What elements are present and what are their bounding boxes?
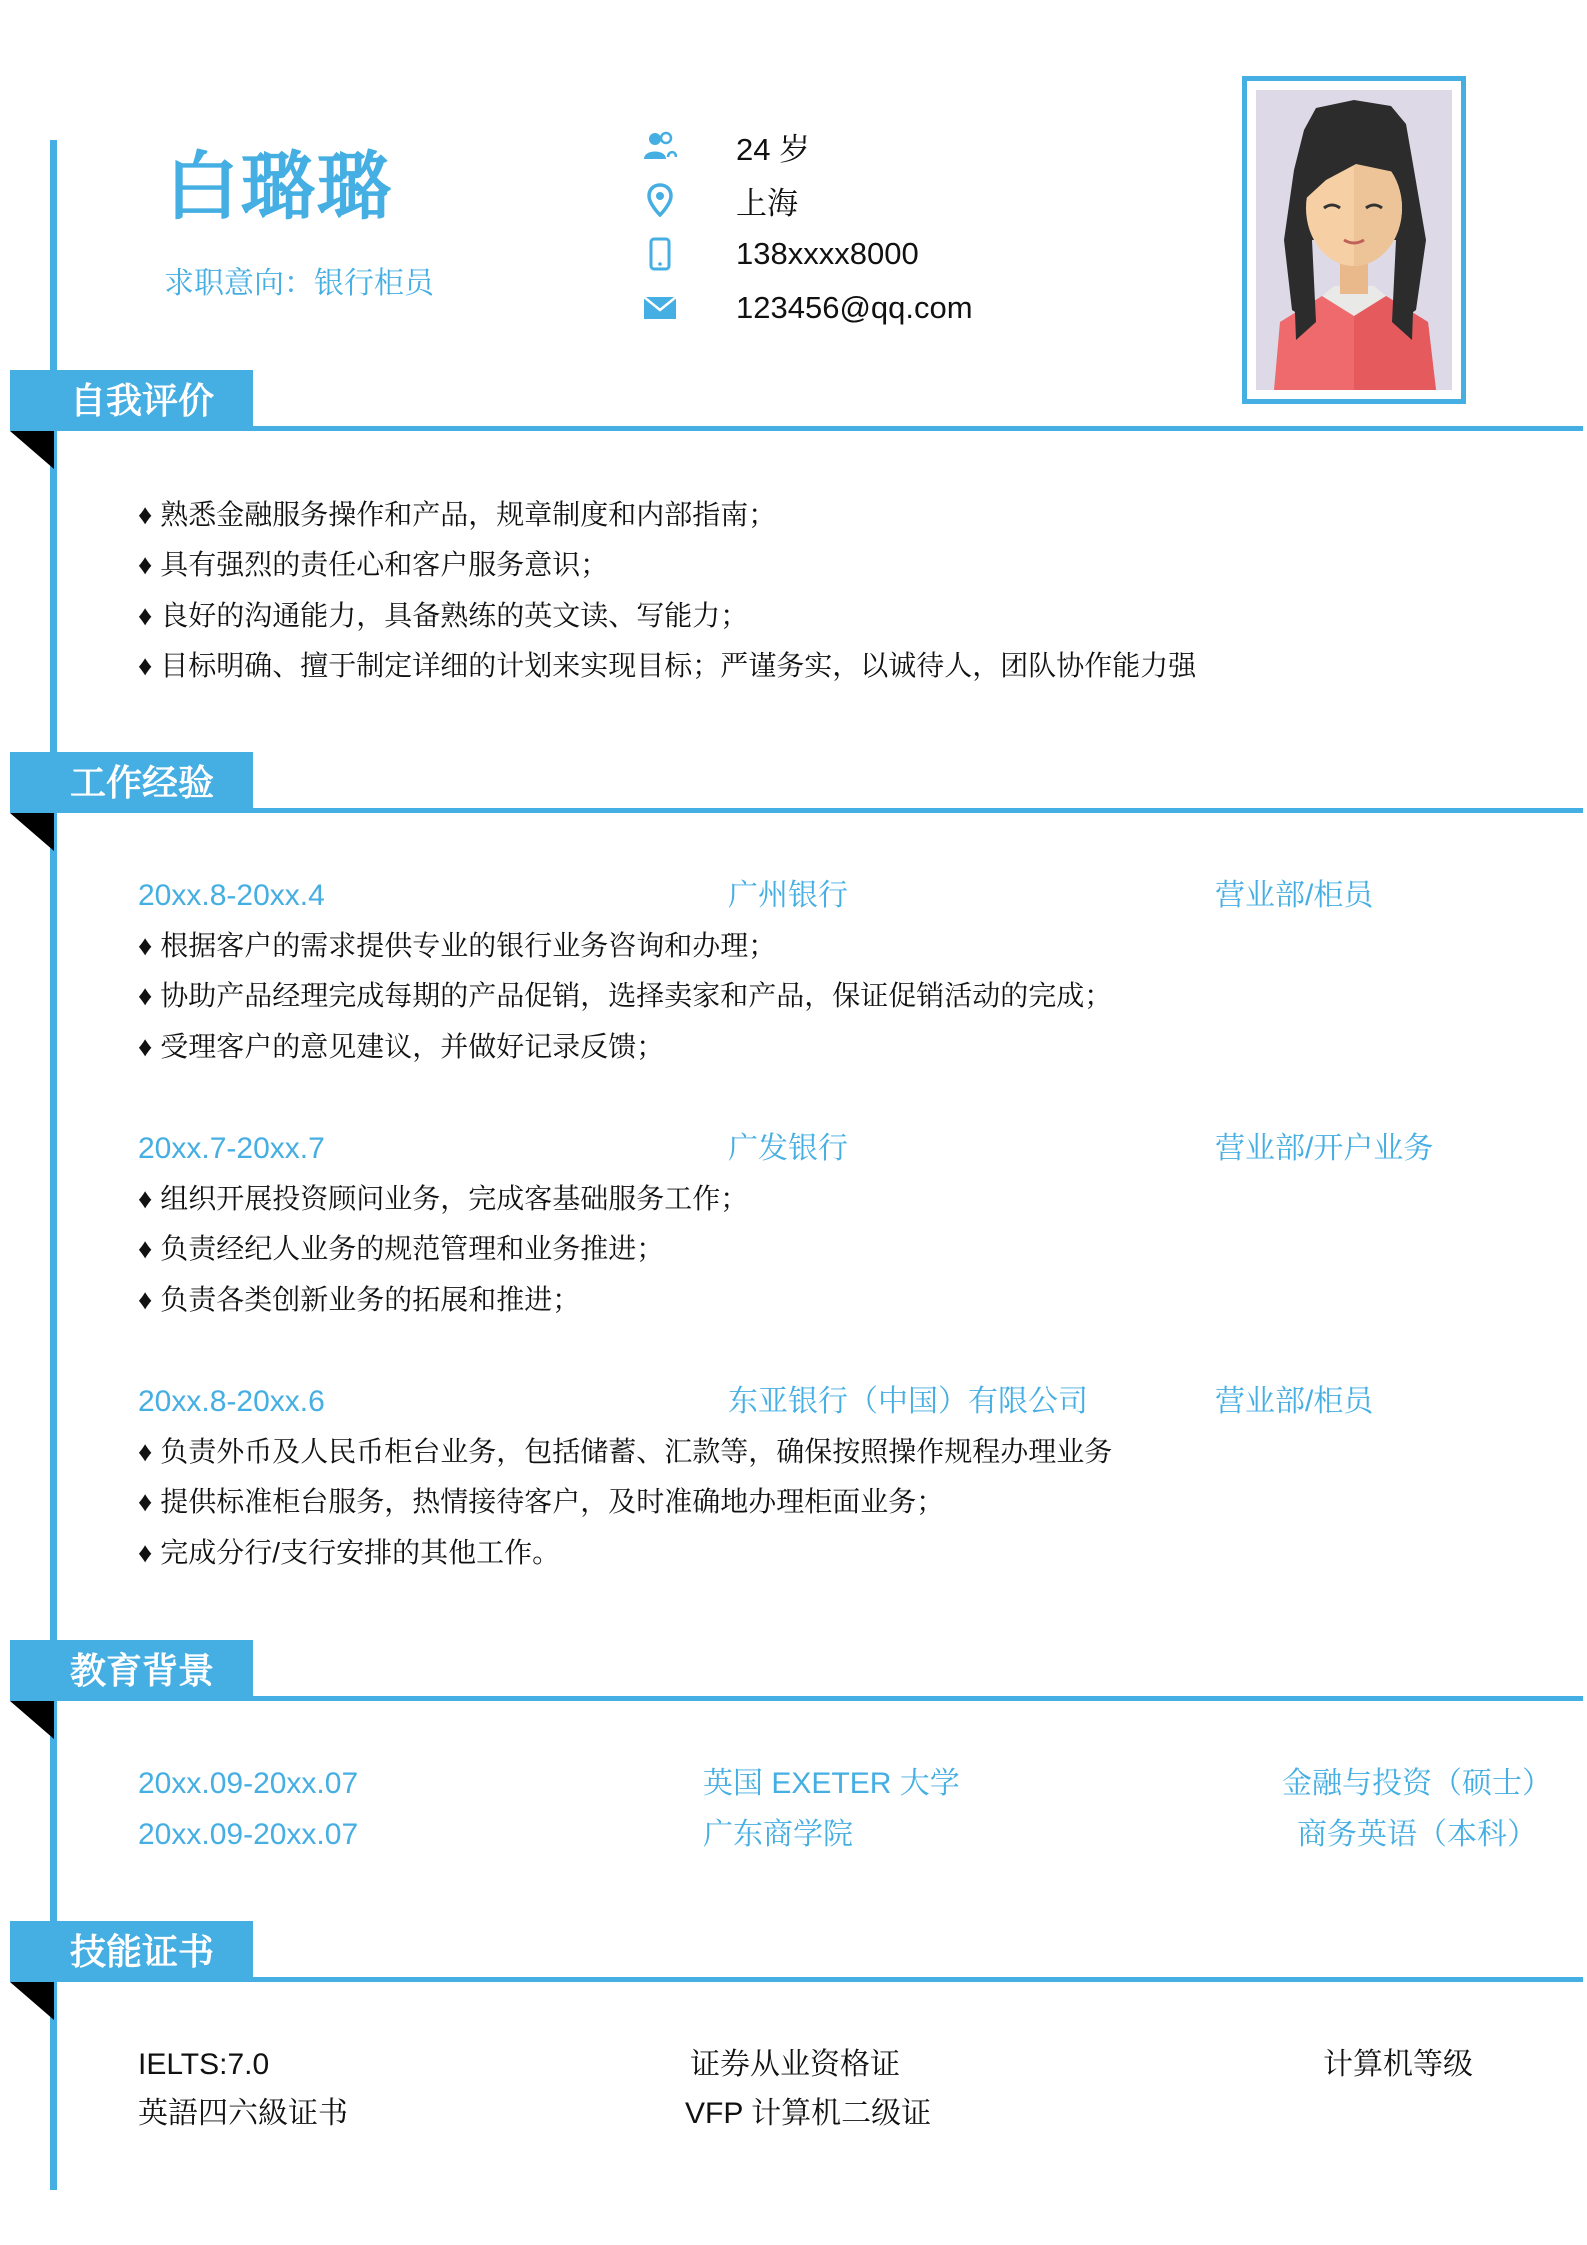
section-corner-fold [10, 1982, 54, 2020]
age-text: 24 岁 [736, 131, 811, 167]
job-duty: ♦ 提供标准柜台服务，热情接待客户，及时准确地办理柜面业务； [138, 1485, 944, 1519]
job-company: 广发银行 [728, 1132, 848, 1165]
job-period: 20xx.8-20xx.4 [138, 879, 325, 912]
job-role: 营业部/柜员 [1215, 879, 1374, 912]
job-role: 营业部/开户业务 [1215, 1132, 1434, 1165]
edu-period: 20xx.09-20xx.07 [138, 1818, 359, 1851]
avatar [1256, 90, 1452, 390]
job-period: 20xx.7-20xx.7 [138, 1132, 325, 1165]
edu-major: 金融与投资（硕士） [1282, 1767, 1552, 1800]
edu-school: 广东商学院 [703, 1818, 853, 1851]
phone-icon [640, 234, 680, 274]
section-title-skills: 技能证书 [70, 1931, 215, 1972]
job-duty: ♦ 负责各类创新业务的拓展和推进； [138, 1283, 580, 1317]
skill-item: 证券从业资格证 [690, 2048, 900, 2081]
section-divider [253, 1696, 1583, 1701]
phone-text: 138xxxx8000 [736, 236, 919, 271]
section-corner-fold [10, 431, 54, 469]
job-duty: ♦ 完成分行/支行安排的其他工作。 [138, 1536, 560, 1570]
job-duty: ♦ 受理客户的意见建议，并做好记录反馈； [138, 1030, 664, 1064]
skill-item: IELTS:7.0 [138, 2048, 270, 2081]
self-eval-item: ♦ 熟悉金融服务操作和产品，规章制度和内部指南； [138, 498, 776, 532]
skill-item: 计算机等级 [1323, 2048, 1473, 2081]
info-city [640, 180, 798, 220]
job-company: 东亚银行（中国）有限公司 [728, 1385, 1088, 1418]
section-divider [253, 426, 1583, 431]
job-duty: ♦ 组织开展投资顾问业务，完成客基础服务工作； [138, 1182, 748, 1216]
city-text: 上海 [736, 185, 798, 221]
people-icon [640, 126, 680, 166]
edu-major: 商务英语（本科） [1297, 1818, 1537, 1851]
location-pin-icon [640, 180, 680, 220]
profile-photo [1242, 76, 1466, 404]
job-duty: ♦ 协助产品经理完成每期的产品促销，选择卖家和产品，保证促销活动的完成； [138, 979, 1112, 1013]
job-period: 20xx.8-20xx.6 [138, 1385, 325, 1418]
info-phone [640, 234, 919, 274]
section-corner-fold [10, 813, 54, 851]
section-divider [253, 1977, 1583, 1982]
info-age [640, 126, 810, 166]
self-eval-item: ♦ 良好的沟通能力，具备熟练的英文读、写能力； [138, 599, 748, 633]
edu-period: 20xx.09-20xx.07 [138, 1767, 359, 1800]
section-title-work: 工作经验 [70, 762, 215, 803]
skill-item: 英語四六級证书 [138, 2097, 348, 2130]
email-text: 123456@qq.com [736, 290, 973, 325]
skill-item: VFP 计算机二级证 [685, 2097, 932, 2130]
job-duty: ♦ 根据客户的需求提供专业的银行业务咨询和办理； [138, 929, 776, 963]
section-title-education: 教育背景 [70, 1650, 215, 1691]
job-duty: ♦ 负责经纪人业务的规范管理和业务推进； [138, 1232, 664, 1266]
info-email [640, 288, 973, 328]
job-intent: 求职意向：银行柜员 [164, 267, 434, 300]
section-title-self-eval: 自我评价 [70, 380, 215, 421]
mail-icon [640, 288, 680, 328]
self-eval-item: ♦ 具有强烈的责任心和客户服务意识； [138, 548, 608, 582]
section-corner-fold [10, 1701, 54, 1739]
candidate-name: 白璐璐 [165, 145, 393, 228]
self-eval-item: ♦ 目标明确、擅于制定详细的计划来实现目标；严谨务实，以诚待人，团队协作能力强 [138, 649, 1196, 683]
job-duty: ♦ 负责外币及人民币柜台业务，包括储蓄、汇款等，确保按照操作规程办理业务 [138, 1435, 1112, 1469]
section-divider [253, 808, 1583, 813]
job-company: 广州银行 [728, 879, 848, 912]
edu-school: 英国 EXETER 大学 [703, 1767, 960, 1800]
job-role: 营业部/柜员 [1215, 1385, 1374, 1418]
